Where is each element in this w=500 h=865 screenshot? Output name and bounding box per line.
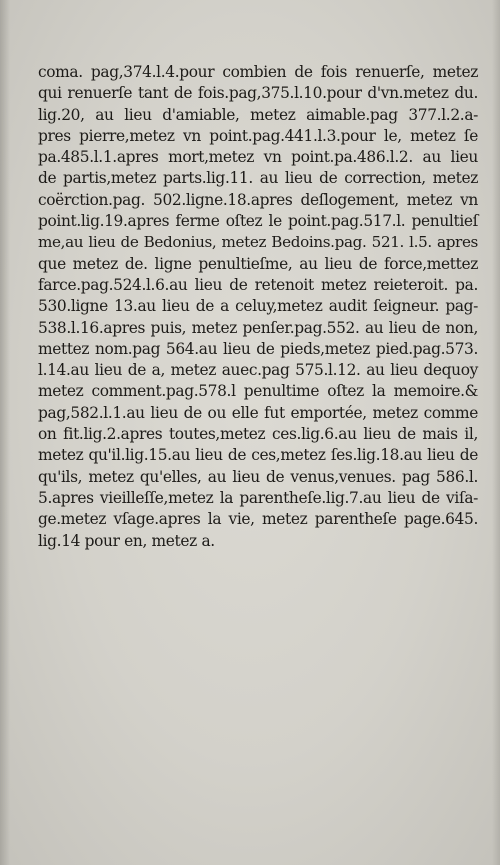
errata-line-9: me,au lieu de Bedonius, metez Bedoins.pag. 521. l.5. apres — [38, 233, 478, 252]
errata-line-23: lig.14 pour en, metez a. — [38, 531, 215, 550]
errata-line-12: 530.ligne 13.au lieu de a celuy,metez audit ſeigneur. pag- — [38, 297, 478, 316]
errata-line-2: qui renuerſe tant de fois.pag,375.l.10.pour d'vn.metez du. — [38, 84, 478, 103]
errata-line-4: pres pierre,metez vn point.pag.441.l.3.pour le, metez ſe — [38, 126, 478, 145]
errata-line-7: coërction.pag. 502.ligne.18.apres deſlogement, metez vn — [38, 190, 478, 209]
errata-line-19: metez qu'il.lig.15.au lieu de ces,metez ſes.lig.18.au lieu de — [38, 446, 478, 465]
errata-line-5: pa.485.l.1.apres mort,metez vn point.pa.486.l.2. au lieu — [38, 148, 478, 167]
errata-line-3: lig.20, au lieu d'amiable, metez aimable.pag 377.l.2.a- — [38, 105, 478, 124]
errata-line-18: on fit.lig.2.apres toutes,metez ces.lig.6.au lieu de mais il, — [38, 425, 478, 444]
page-left-edge-shadow — [0, 0, 10, 865]
errata-line-21: 5.apres vieilleſſe,metez la parentheſe.lig.7.au lieu de viſa- — [38, 488, 478, 507]
page-right-edge-shadow — [492, 0, 500, 865]
errata-line-16: metez comment.pag.578.l penultime oſtez la memoire.& — [38, 382, 478, 401]
errata-line-11: farce.pag.524.l.6.au lieu de retenoit metez reieteroit. pa. — [38, 275, 478, 294]
errata-line-20: qu'ils, metez qu'elles, au lieu de venus,venues. pag 586.l. — [38, 467, 478, 486]
errata-line-8: point.lig.19.apres ferme oſtez le point.pag.517.l. penultieſ — [38, 212, 478, 231]
errata-line-10: que metez de. ligne penultieſme, au lieu de force,mettez — [38, 254, 478, 273]
errata-line-13: 538.l.16.apres puis, metez penſer.pag.552. au lieu de non, — [38, 318, 478, 337]
errata-line-1: coma. pag,374.l.4.pour combien de fois renuerſe, metez — [38, 63, 478, 81]
errata-text-block — [38, 62, 478, 552]
errata-line-17: pag,582.l.1.au lieu de ou elle fut emportée, metez comme — [38, 403, 478, 422]
errata-line-14: mettez nom.pag 564.au lieu de pieds,metez pied.pag.573. — [38, 339, 478, 358]
errata-line-6: de partis,metez parts.lig.11. au lieu de correction, metez — [38, 169, 478, 188]
errata-line-15: l.14.au lieu de a, metez auec.pag 575.l.12. au lieu dequoy — [38, 361, 478, 380]
errata-line-22: ge.metez vſage.apres la vie, metez parentheſe page.645. — [38, 510, 478, 529]
